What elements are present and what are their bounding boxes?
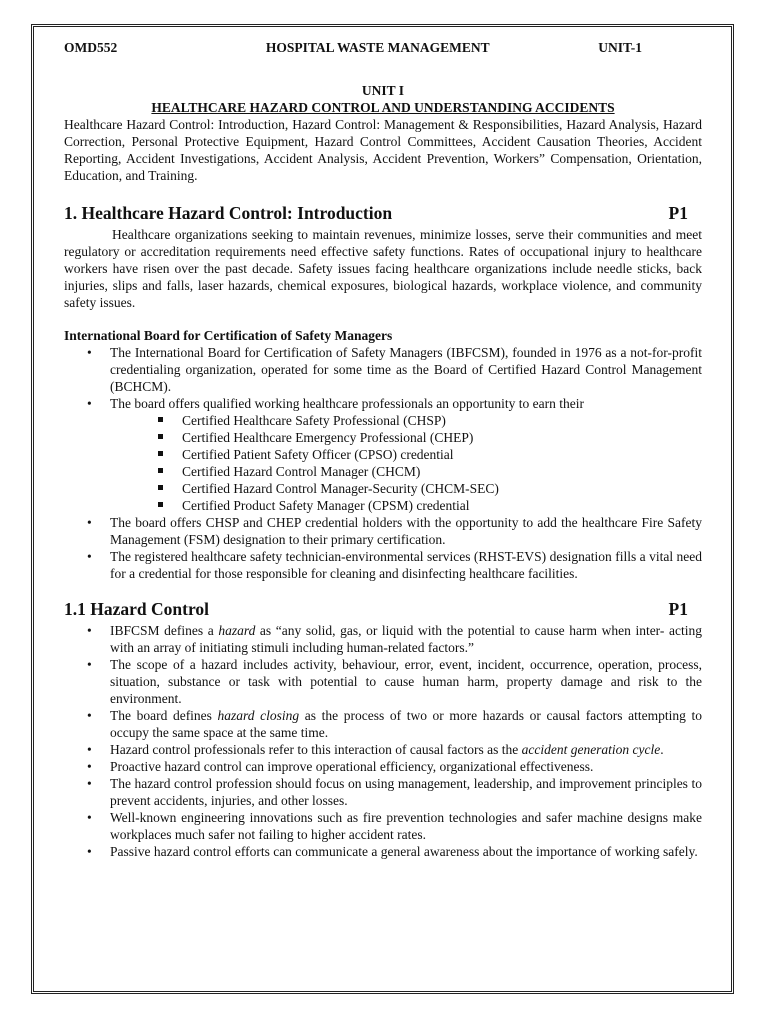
list-item: • Well-known engineering innovations such as fire prevention technologies and safer machine designs make workplaces much safer not failing to higher accident rates. [87,810,702,842]
list-item: • The hazard control profession should focus on using management, leadership, and improvement principles to prevent accidents, injuries, and other losses. [87,776,702,808]
hazard-control-bullet-list [64,622,702,860]
credential-item: Certified Hazard Control Manager-Security (CHCM-SEC) [156,480,702,497]
course-code: OMD552 [64,40,118,55]
credential-item: Certified Hazard Control Manager (CHCM) [156,463,702,480]
section-1-tag: P1 [668,203,688,223]
course-title: HOSPITAL WASTE MANAGEMENT [265,40,490,55]
ibfcsm-bullet-list [64,344,702,582]
unit-heading: UNIT I [361,83,405,98]
ibfcsm-subheading: International Board for Certification of Safety Managers [64,328,393,343]
list-item: • Proactive hazard control can improve operational efficiency, organizational effectiveness. [87,759,594,774]
list-item: • The International Board for Certification of Safety Managers (IBFCSM), founded in 1976 as a not-for-profit credentialing organization, operated for some time as the Board of Certified Hazard Control Management (BCHCM). [87,345,702,394]
page-header [64,40,702,60]
list-item: • The registered healthcare safety technician-environmental services (RHST-EVS) designation fills a vital need for a credential for those responsible for cleaning and disinfecting healthcare facilities. [87,549,702,581]
list-item: • The board offers CHSP and CHEP credential holders with the opportunity to add the healthcare Fire Safety Management (FSM) designation to their primary certification. [87,515,702,547]
credential-list [64,412,702,514]
section-1-1-title: 1.1 Hazard Control [64,599,210,619]
list-item: • The scope of a hazard includes activity, behaviour, error, event, incident, occurrence, operation, process, situation, substance or task with potential to cause human harm, property damage and risk to the environment. [87,657,702,706]
section-1-1-tag: P1 [668,599,688,619]
section-1-1-heading [64,598,702,620]
list-item: • IBFCSM defines a hazard as “any solid, gas, or liquid with the potential to cause harm when inter- acting with an array of initiating stimuli including human-related factors.” [87,623,702,655]
document-body [64,40,702,860]
unit-subheading: HEALTHCARE HAZARD CONTROL AND UNDERSTANDING ACCIDENTS [151,100,615,115]
credential-item: Certified Product Safety Manager (CPSM) credential [156,497,702,514]
credential-item: Certified Healthcare Safety Professional (CHSP) [156,412,702,429]
unit-label: UNIT-1 [598,40,642,55]
syllabus-text: Healthcare Hazard Control: Introduction, Hazard Control: Management & Responsibilities, Hazard Analysis, Hazard Correction, Personal Protective Equipment, Hazard Control Committees, Accident Causation Theories, Accident Reporting, Accident Investigations, Accident Analysis, Accident Prevention, Workers” Compensation, Orientation, Education, and Training. [64,117,702,183]
list-item: • The board defines hazard closing as the process of two or more hazards or causal factors attempting to occupy the same space at the same time. [87,708,702,740]
list-item: • Passive hazard control efforts can communicate a general awareness about the importance of working safely. [87,844,698,859]
list-item: • The board offers qualified working healthcare professionals an opportunity to earn their Certified Healthcare Safety Professional (CHSP) Certified Healthcare Emergency Professional (CHEP) Certified Patient Safety Officer (CPSO) credential Certified Hazard Control Manager (CHCM) Certified Hazard Control Manager-Security (CHCM-SEC) Certified Product Safety Manager (CPSM) credential [64,395,702,514]
credential-item: Certified Patient Safety Officer (CPSO) credential [156,446,702,463]
section-1-heading [64,202,702,224]
list-item: • Hazard control professionals refer to this interaction of causal factors as the accident generation cycle. [87,742,664,757]
section-1-title: 1. Healthcare Hazard Control: Introduction [64,203,393,223]
section-1-paragraph: Healthcare organizations seeking to maintain revenues, minimize losses, serve their communities and meet regulatory or accreditation requirements need effective safety functions. Rates of occupational injury to healthcare workers have risen over the past decade. Safety issues facing healthcare organizations include needle sticks, back injuries, slips and falls, laser hazards, chemical exposures, biological hazards, workplace violence, and community safety issues. [64,227,702,310]
credential-item: Certified Healthcare Emergency Professional (CHEP) [156,429,702,446]
